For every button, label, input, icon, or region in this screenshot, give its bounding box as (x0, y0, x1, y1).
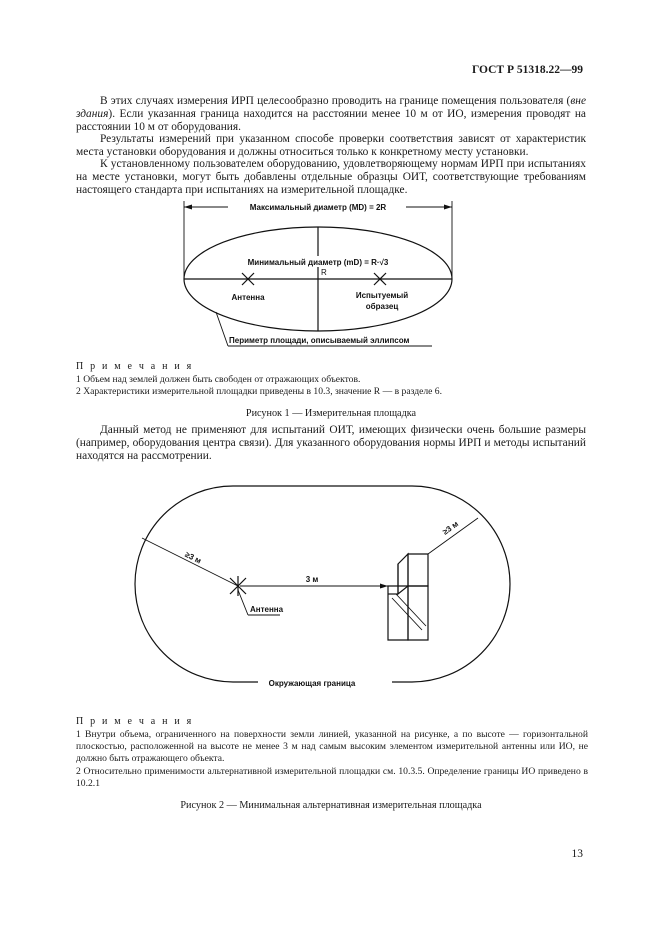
paragraph-1-end: ). Если указанная граница находится на расстоянии менее 10 м от ИО, измерения проводят на расстоянии 10 м от оборудования. (76, 108, 586, 133)
arrow-right-icon (444, 205, 452, 210)
figure-2-note-1: 1 Внутри объема, ограниченного на поверхности земли линией, указанной на рисунке, а по высоте — горизонтальной плоскостью, расположенной на высоте не менее 3 м над самым высоким элементом измерительной антенны или ИО, не должно быть отражающего объекта. (76, 729, 588, 764)
antenna-label: Антенна (231, 293, 265, 302)
eut-label-line1: Испытуемый (355, 291, 409, 300)
antenna-leader-line (238, 590, 248, 615)
antenna-label: Антенна (250, 605, 284, 614)
figure-1-note-1: 1 Объем над землей должен быть свободен от отражающих объектов. (76, 374, 361, 385)
figure-1-diagram (170, 197, 470, 352)
radius-label: R (321, 268, 327, 277)
paragraph-2: Результаты измерений при указанном способе проверки соответствия зависят от характеристик места установки оборудования и должны относиться только к конкретному месту установки. (76, 133, 586, 158)
figure-2-note-2: 2 Относительно применимости альтернативной измерительной площадки см. 10.3.5. Определение границы ИО приведено в 10.2.1 (76, 766, 588, 789)
min-diameter-label: Минимальный диаметр (mD) = R·√3 (247, 258, 389, 267)
paragraph-4: Данный метод не применяют для испытаний ОИТ, имеющих физически очень большие размеры (например, оборудования центра связи). Для указанного оборудования нормы ИРП и методы испытаний находятся на рассмотрении. (76, 424, 586, 462)
paragraph-1 (76, 95, 586, 134)
figure-1-notes-heading: П р и м е ч а н и я (76, 361, 194, 372)
center-distance-label: 3 м (305, 575, 319, 584)
paragraph-3: К установленному пользователем оборудованию, удовлетворяющему нормам ИРП при испытаниях на месте установки, могут быть добавлены отдельные образцы ОИТ, соответствующие требованиям настоящего стандарта при испытаниях на измерительной площадке. (76, 158, 586, 196)
boundary-label: Окружающая граница (268, 679, 356, 688)
paragraph-1-italic: вне здания (76, 95, 586, 120)
figure-1-caption: Рисунок 1 — Измерительная площадка (245, 408, 417, 419)
perimeter-label: Периметр площади, описываемый эллипсом (229, 336, 410, 345)
left-distance-label: ≥3 м (183, 549, 203, 566)
figure-2-notes-heading: П р и м е ч а н и я (76, 716, 194, 727)
arrow-left-icon (184, 205, 192, 210)
surrounding-boundary (135, 486, 510, 682)
max-diameter-label: Максимальный диаметр (MD) = 2R (249, 203, 387, 212)
left-distance-line (142, 538, 238, 586)
document-code: ГОСТ Р 51318.22—99 (472, 64, 583, 76)
arrow-right-icon (380, 584, 388, 589)
eut-object-icon (388, 554, 428, 640)
right-distance-label: ≥3 м (441, 519, 461, 537)
eut-label-line2: образец (365, 302, 399, 311)
figure-2-diagram (130, 480, 520, 700)
figure-1-note-2: 2 Характеристики измерительной площадки приведены в 10.3, значение R — в разделе 6. (76, 386, 442, 397)
paragraph-1-start: В этих случаях измерения ИРП целесообразно проводить на границе помещения пользователя ( (100, 95, 571, 107)
page-number: 13 (571, 848, 583, 860)
figure-2-caption: Рисунок 2 — Минимальная альтернативная измерительная площадка (180, 800, 482, 811)
